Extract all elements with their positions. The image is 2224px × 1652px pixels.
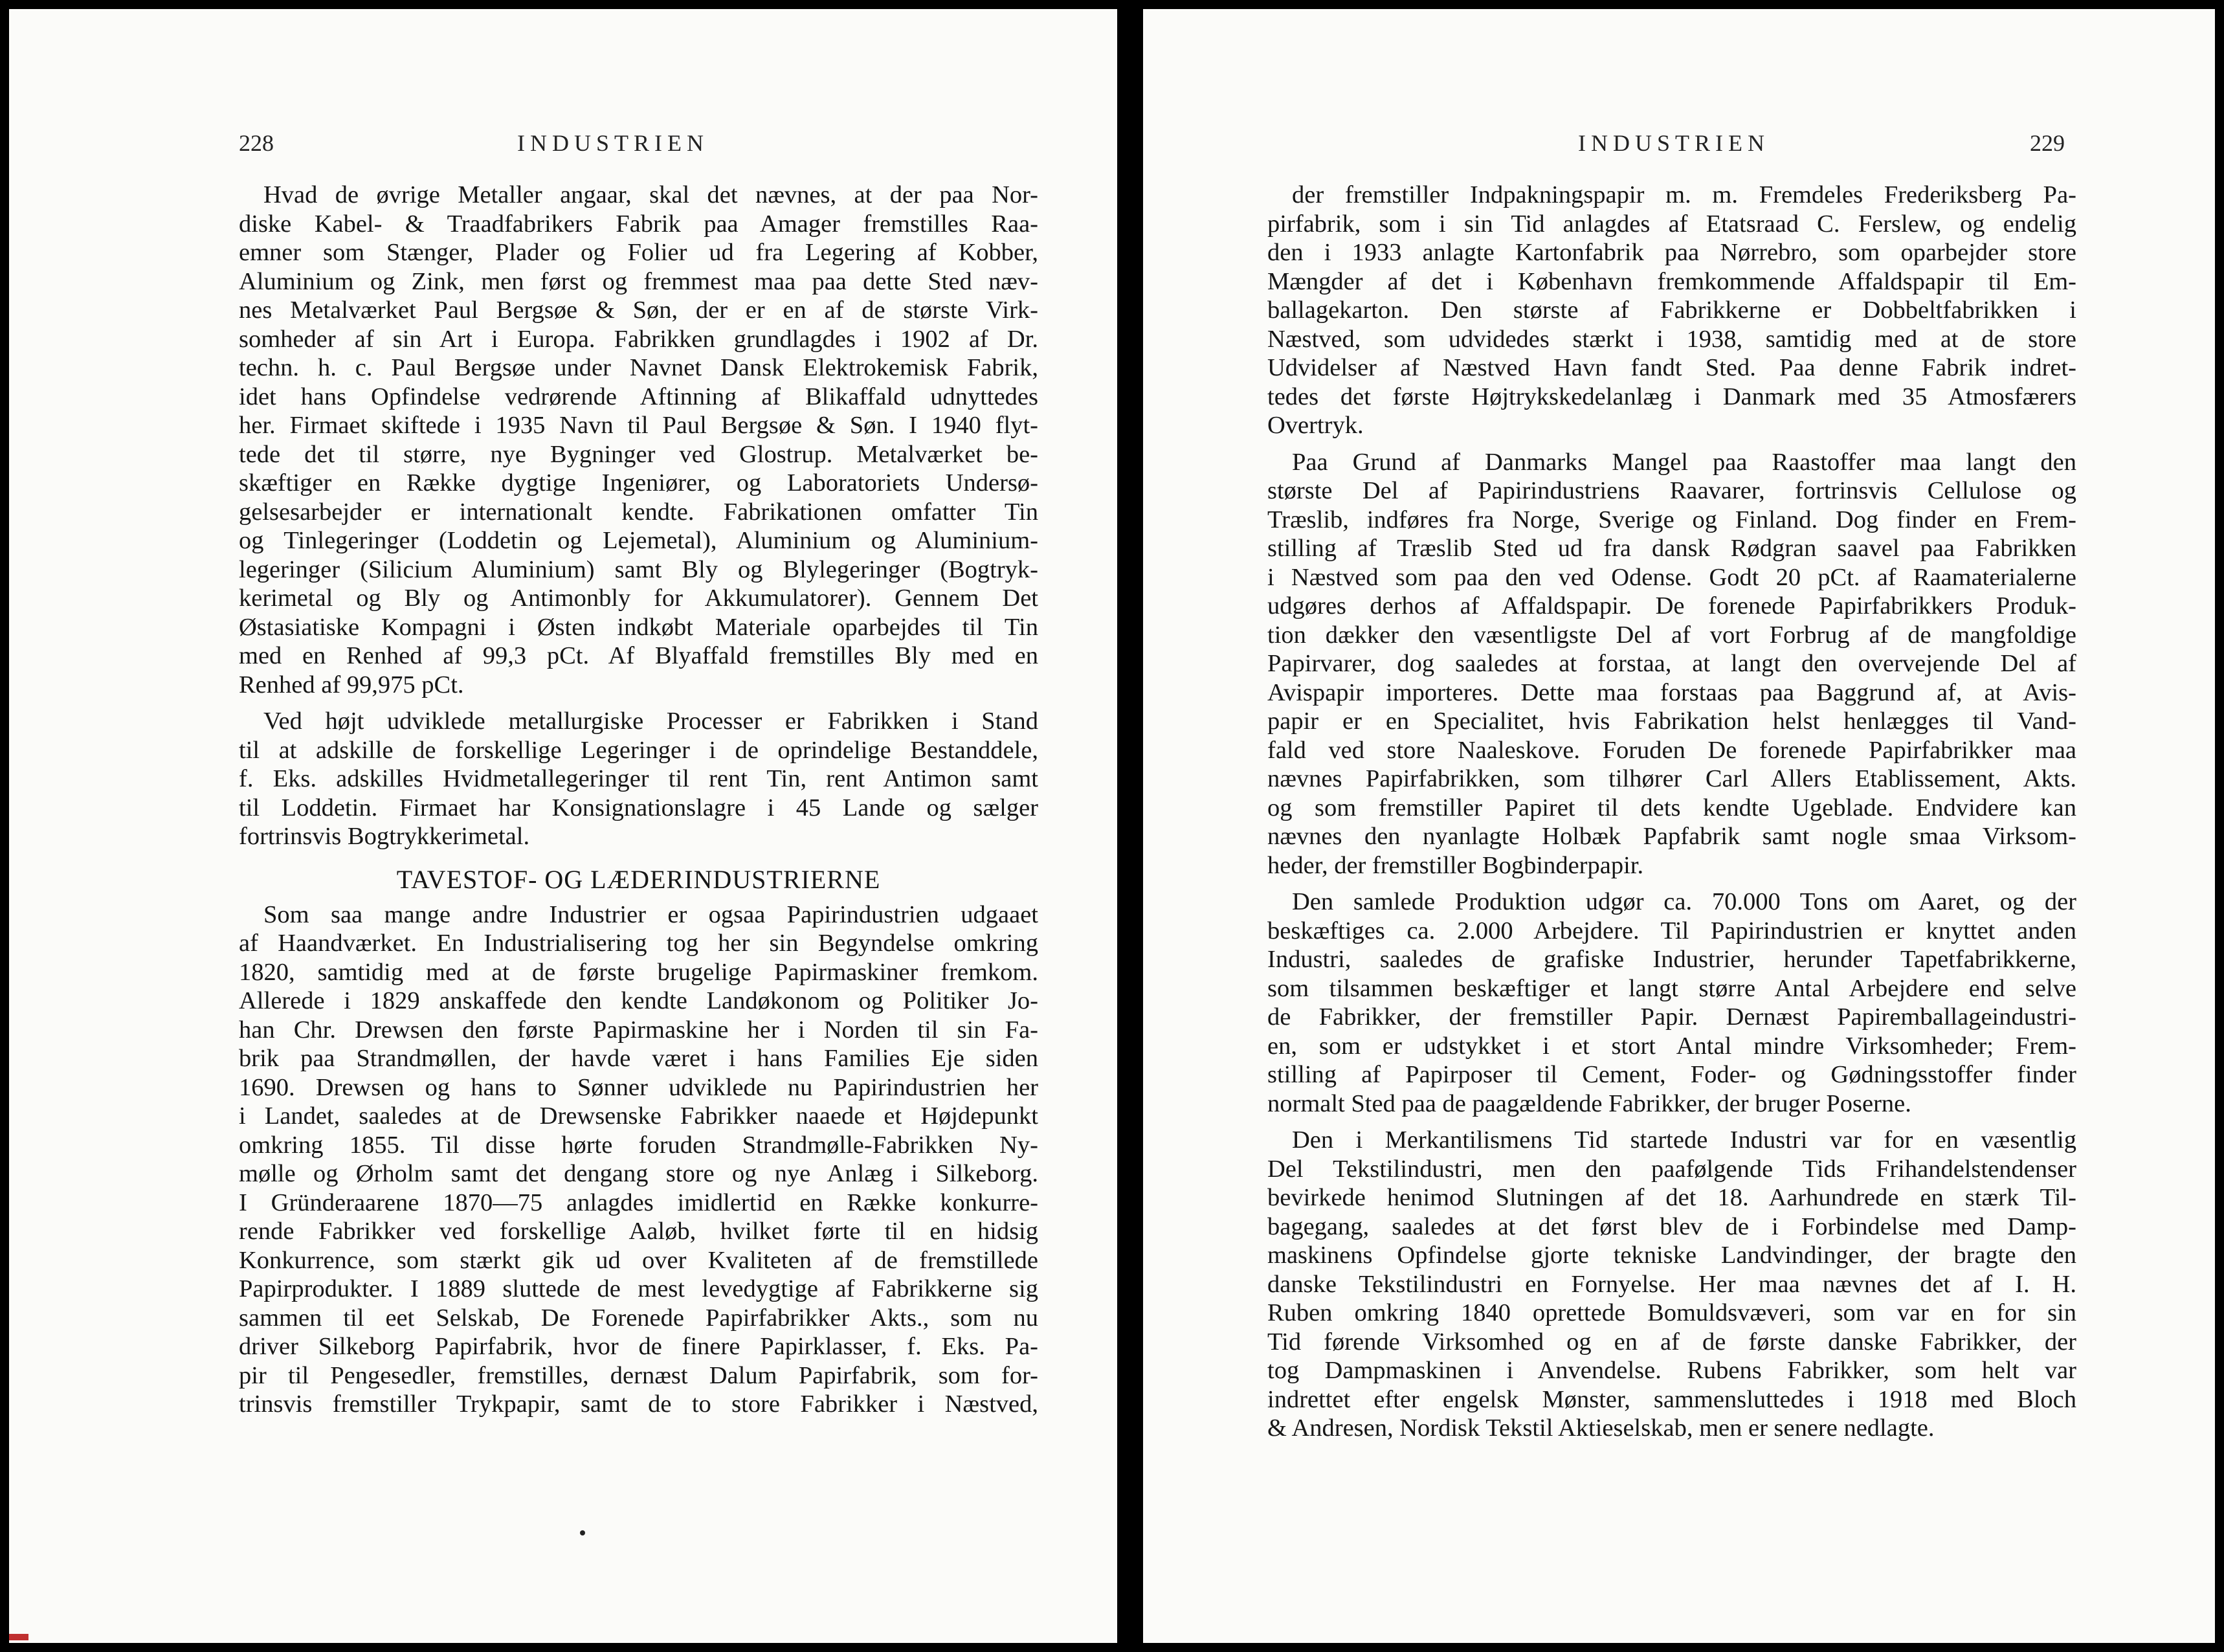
text-line: Ruben omkring 1840 oprettede Bomuldsvæveri, som var en for sin xyxy=(1267,1299,2076,1326)
text-line: her. Firmaet skiftede i 1935 Navn til Paul Bergsøe & Søn. I 1940 flyt- xyxy=(239,412,1038,439)
text-line: stilling af Papirposer til Cement, Foder- og Gødningsstoffer finder xyxy=(1267,1061,2076,1088)
text-line: legeringer (Silicium Aluminium) samt Bly og Blylegeringer (Bogtryk- xyxy=(239,555,1038,583)
text-line: fortrinsvis Bogtrykkerimetal. xyxy=(239,823,530,850)
text-line: tog Dampmaskinen i Anvendelse. Rubens Fabrikker, som helt var xyxy=(1267,1357,2076,1384)
text-line: Aluminium og Zink, men først og fremmest maa paa dette Sted næv- xyxy=(239,267,1038,295)
text-line: beskæftiges ca. 2.000 Arbejdere. Til Papirindustrien er knyttet anden xyxy=(1267,917,2076,944)
text-line: diske Kabel- & Traadfabrikers Fabrik paa Amager fremstilles Raa- xyxy=(239,210,1038,238)
text-line: og Tinlegeringer (Loddetin og Lejemetal), Aluminium og Aluminium- xyxy=(239,527,1038,554)
text-line: brik paa Strandmøllen, der havde været i hans Families Eje siden xyxy=(239,1045,1038,1072)
text-line: Del Tekstilindustri, men den paafølgende Tids Frihandelstendenser xyxy=(1267,1155,2076,1183)
running-head-right: INDUSTRIEN xyxy=(1578,130,1770,156)
text-line: & Andresen, Nordisk Tekstil Aktieselskab, men er senere nedlagte. xyxy=(1267,1414,1935,1442)
text-line: I Gründeraarene 1870—75 anlagdes imidlertid en Række konkurre- xyxy=(239,1189,1038,1216)
left-page xyxy=(9,9,1117,1643)
text-line: bagegang, saaledes at det først blev de i Forbindelse med Damp- xyxy=(1267,1212,2076,1240)
text-line: der fremstiller Indpakningspapir m. m. Fremdeles Frederiksberg Pa- xyxy=(1292,181,2076,208)
page-number-left: 228 xyxy=(239,130,274,156)
text-line: kerimetal og Bly og Antimonbly for Akkumulatorer). Gennem Det xyxy=(239,585,1038,612)
text-line: tion dækker den væsentligste Del af vort Forbrug af de mangfoldige xyxy=(1267,621,2076,649)
text-line: maskinens Opfindelse gjorte tekniske Landvindinger, der bragte den xyxy=(1267,1242,2076,1269)
text-line: til Loddetin. Firmaet har Konsignationslagre i 45 Lande og sælger xyxy=(239,794,1038,821)
text-line: med en Renhed af 99,3 pCt. Af Blyaffald fremstilles Bly med en xyxy=(239,642,1038,669)
text-line: nævnes den nyanlagte Holbæk Papfabrik samt nogle smaa Virksom- xyxy=(1267,823,2076,850)
text-line: fald ved store Naaleskove. Foruden De forenede Papirfabrikker maa xyxy=(1267,736,2076,764)
text-line: somheder af sin Art i Europa. Fabrikken grundlagdes i 1902 af Dr. xyxy=(239,325,1038,353)
text-line: 1820, samtidig med at de første brugelige Papirmaskiner fremkom. xyxy=(239,958,1038,986)
text-line: Udvidelser af Næstved Havn fandt Sted. Paa denne Fabrik indret- xyxy=(1267,354,2076,381)
text-line: i Landet, saaledes at de Drewsenske Fabrikker naaede et Højdepunkt xyxy=(239,1102,1038,1130)
text-line: trinsvis fremstiller Trykpapir, samt de to store Fabrikker i Næstved, xyxy=(239,1390,1038,1418)
text-line: normalt Sted paa de paagældende Fabrikker, der bruger Poserne. xyxy=(1267,1089,1911,1117)
text-line: Østasiatiske Kompagni i Østen indkøbt Materiale oparbejdes til Tin xyxy=(239,613,1038,641)
text-line: tede det til større, nye Bygninger ved Glostrup. Metalværket be- xyxy=(239,440,1038,468)
text-line: i Næstved som paa den ved Odense. Godt 20 pCt. af Raamaterialerne xyxy=(1267,563,2076,591)
text-line: mølle og Ørholm samt det dengang store og nye Anlæg i Silkeborg. xyxy=(239,1160,1038,1187)
paragraph xyxy=(1267,1126,2076,1443)
text-line: Træslib, indføres fra Norge, Sverige og Finland. Dog finder en Frem- xyxy=(1267,506,2076,533)
section-heading: TAVESTOF- OG LÆDERINDUSTRIERNE xyxy=(396,864,881,894)
text-line: stilling af Træslib Sted ud fra dansk Rødgran saavel paa Fabrikken xyxy=(1267,535,2076,562)
text-line: Konkurrence, som stærkt gik ud over Kvaliteten af de fremstillede xyxy=(239,1246,1038,1274)
right-page xyxy=(1143,9,2215,1643)
text-line: en, som er udstykket i et stort Antal mindre Virksomheder; Frem- xyxy=(1267,1032,2076,1060)
page-dot xyxy=(580,1530,585,1535)
text-line: Allerede i 1829 anskaffede den kendte Landøkonom og Politiker Jo- xyxy=(239,987,1038,1014)
page-number-right: 229 xyxy=(2030,130,2065,156)
text-line: papir er en Specialitet, hvis Fabrikation helst henlægges til Vand- xyxy=(1267,708,2076,735)
text-line: Ved højt udviklede metallurgiske Processer er Fabrikken i Stand xyxy=(263,708,1038,735)
text-line: bevirkede henimod Slutningen af det 18. Aarhundrede en stærk Til- xyxy=(1267,1184,2076,1211)
text-line: danske Tekstilindustri en Fornyelse. Her maa nævnes det af I. H. xyxy=(1267,1270,2076,1298)
text-line: 1690. Drewsen og hans to Sønner udviklede nu Papirindustrien her xyxy=(239,1073,1038,1101)
text-line: Papirprodukter. I 1889 sluttede de mest levedygtige af Fabrikkerne sig xyxy=(239,1275,1038,1302)
text-line: Den i Merkantilismens Tid startede Industri var for en væsentlig xyxy=(1292,1126,2076,1154)
paragraph xyxy=(1267,448,2076,880)
text-line: heder, der fremstiller Bogbinderpapir. xyxy=(1267,851,1644,879)
text-line: gelsesarbejder er internationalt kendte. Fabrikationen omfatter Tin xyxy=(239,498,1038,526)
text-line: nes Metalværket Paul Bergsøe & Søn, der er en af de største Virk- xyxy=(239,296,1038,324)
text-line: udgøres derhos af Affaldspapir. De forenede Papirfabrikkers Produk- xyxy=(1267,592,2076,620)
text-line: techn. h. c. Paul Bergsøe under Navnet Dansk Elektrokemisk Fabrik, xyxy=(239,354,1038,381)
text-line: Avispapir importeres. Dette maa forstaas paa Baggrund af, at Avis- xyxy=(1267,678,2076,706)
text-line: de Fabrikker, der fremstiller Papir. Dernæst Papiremballageindustri- xyxy=(1267,1003,2076,1031)
text-line: f. Eks. adskilles Hvidmetallegeringer til rent Tin, rent Antimon samt xyxy=(239,765,1038,792)
text-line: indrettet efter engelsk Mønster, sammensluttedes i 1918 med Bloch xyxy=(1267,1385,2076,1413)
text-line: Renhed af 99,975 pCt. xyxy=(239,671,464,698)
text-line: og som fremstiller Papiret til dets kendte Ugeblade. Endvidere kan xyxy=(1267,794,2076,821)
paragraph xyxy=(1267,181,2076,440)
text-line: idet hans Opfindelse vedrørende Aftinning af Blikaffald udnyttedes xyxy=(239,383,1038,410)
text-line: ballagekarton. Den største af Fabrikkerne er Dobbeltfabrikken i xyxy=(1267,296,2076,324)
paragraph xyxy=(239,900,1038,1419)
text-line: Industri, saaledes de grafiske Industrier, herunder Tapetfabrikkerne, xyxy=(1267,946,2076,973)
text-line: af Haandværket. En Industrialisering tog her sin Begyndelse omkring xyxy=(239,930,1038,957)
text-line: nævnes Papirfabrikken, som tilhører Carl Allers Etablissement, Akts. xyxy=(1267,765,2076,792)
text-line: Tid førende Virksomhed og en af de første danske Fabrikker, der xyxy=(1267,1328,2076,1356)
text-line: Overtryk. xyxy=(1267,412,1364,439)
text-line: pirfabrik, som i sin Tid anlagdes af Etatsraad C. Ferslew, og endelig xyxy=(1267,210,2076,238)
paragraph xyxy=(239,181,1038,699)
text-line: omkring 1855. Til disse hørte foruden Strandmølle-Fabrikken Ny- xyxy=(239,1131,1038,1159)
text-line: Som saa mange andre Industrier er ogsaa Papirindustrien udgaaet xyxy=(263,900,1038,928)
text-line: pir til Pengesedler, fremstilles, dernæst Dalum Papirfabrik, som for- xyxy=(239,1361,1038,1389)
text-line: den i 1933 anlagte Kartonfabrik paa Nørrebro, som oparbejder store xyxy=(1267,239,2076,266)
running-head-left: INDUSTRIEN xyxy=(517,130,709,156)
text-line: som tilsammen beskæftiger et langt større Antal Arbejdere end selve xyxy=(1267,974,2076,1002)
text-line: Paa Grund af Danmarks Mangel paa Raastoffer maa langt den xyxy=(1292,448,2076,476)
text-line: rende Fabrikker ved forskellige Aaløb, hvilket førte til en hidsig xyxy=(239,1218,1038,1245)
text-line: Hvad de øvrige Metaller angaar, skal det nævnes, at der paa Nor- xyxy=(263,181,1038,208)
paragraph xyxy=(1267,887,2076,1118)
right-page-body xyxy=(1267,181,2076,1443)
text-line: største Del af Papirindustriens Raavarer, fortrinsvis Cellulose og xyxy=(1267,477,2076,504)
text-line: emner som Stænger, Plader og Folier ud fra Legering af Kobber, xyxy=(239,239,1038,266)
text-line: skæftiger en Række dygtige Ingeniører, og Laboratoriets Undersø- xyxy=(239,469,1038,497)
gutter xyxy=(1117,0,1143,1652)
text-line: Mængder af det i København fremkommende Affaldspapir til Em- xyxy=(1267,267,2076,295)
left-page-body xyxy=(239,181,1038,1419)
text-line: Papirvarer, dog saaledes at forstaa, at langt den overvejende Del af xyxy=(1267,650,2076,677)
text-line: Næstved, som udvidedes stærkt i 1938, samtidig med at de store xyxy=(1267,325,2076,353)
text-line: Den samlede Produktion udgør ca. 70.000 Tons om Aaret, og der xyxy=(1292,888,2076,915)
text-line: han Chr. Drewsen den første Papirmaskine her i Norden til sin Fa- xyxy=(239,1016,1038,1044)
text-line: sammen til eet Selskab, De Forenede Papirfabrikker Akts., som nu xyxy=(239,1304,1038,1332)
text-line: til at adskille de forskellige Legeringer i de oprindelige Bestanddele, xyxy=(239,736,1038,764)
text-line: tedes det første Højtrykskedelanlæg i Danmark med 35 Atmosfærers xyxy=(1267,383,2076,410)
corner-mark xyxy=(9,1634,28,1640)
paragraph xyxy=(239,707,1038,851)
text-line: driver Silkeborg Papirfabrik, hvor de finere Papirklasser, f. Eks. Pa- xyxy=(239,1333,1038,1360)
